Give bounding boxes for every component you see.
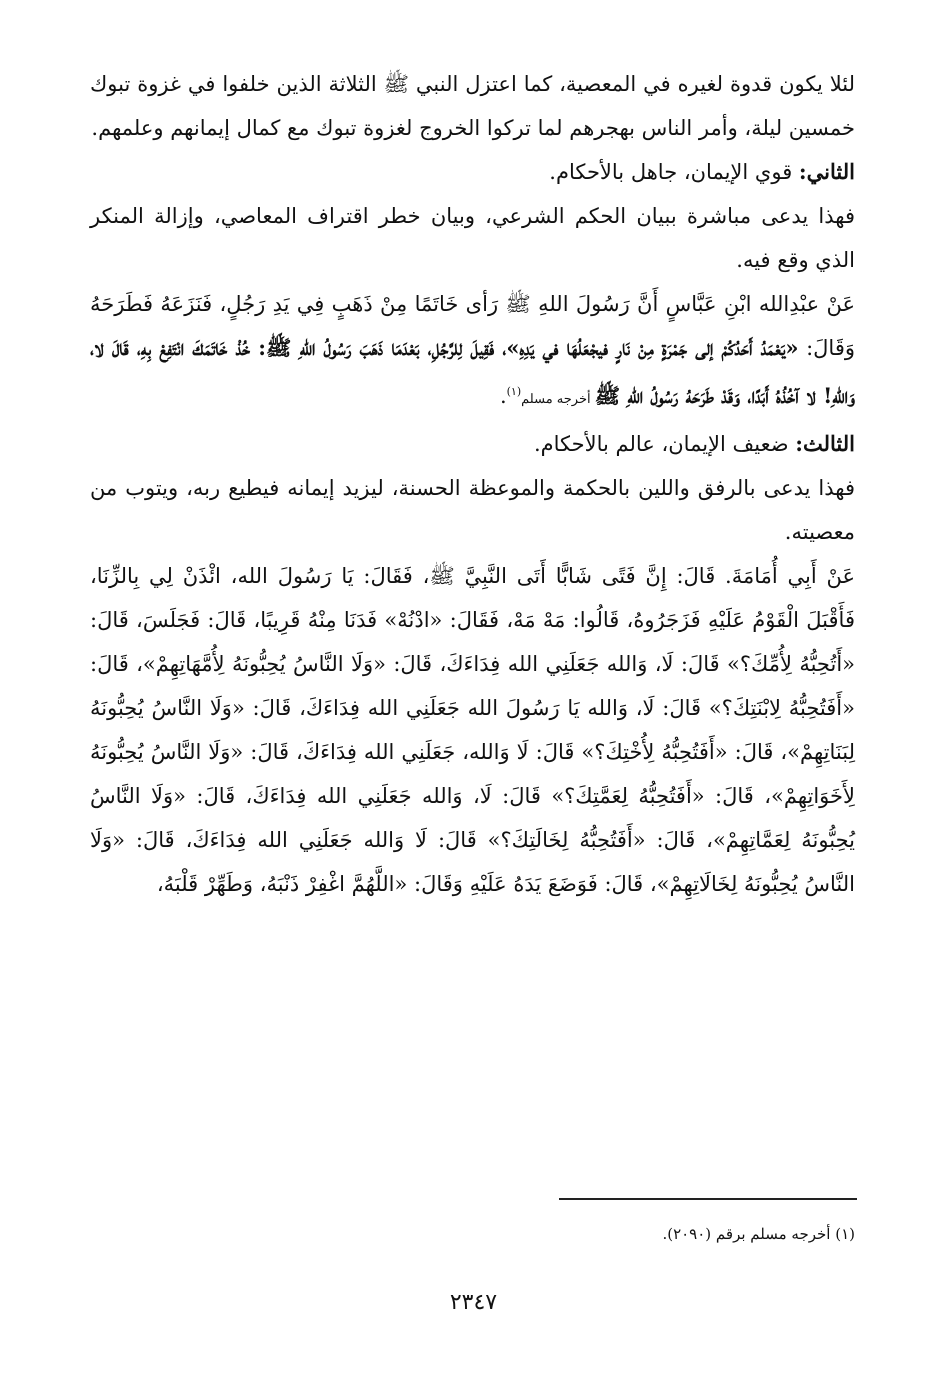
page-body — [90, 62, 855, 906]
section-three-label: الثالث: — [795, 431, 855, 456]
section-two-title: قوي الإيمان، جاهل بالأحكام. — [549, 160, 799, 184]
hadith-one-text: «يَعْمَدُ أَحَدُكُمْ إلى جَمْرَةٍ مِنْ نَارٍ فيجْعَلُهَا في يَدِهِ»، فَقِيلَ لِلرَّجُلِ، بَعْدَمَا ذَهَبَ رَسُولُ اللهِ ﷺ: خُذْ خَاتَمَكَ انْتَفِعْ بِهِ، قَالَ لا، وَاللهِ! لا آخُذُهُ أَبَدًا، وَقَدْ طَرَحَهُ رَسُولُ اللهِ ﷺ — [90, 335, 855, 408]
hadith-one: عَنْ عبْدِالله ابْنِ عَبَّاسٍ أَنَّ رَسُولَ اللهِ ﷺ رَأى خَاتَمًا مِنْ ذَهَبٍ فِي يَدِ رَجُلٍ، فَنَزَعَهُ فَطَرَحَهُ وَقَالَ: «يَعْمَدُ أَحَدُكُمْ إلى جَمْرَةٍ مِنْ نَارٍ فيجْعَلُهَا في يَدِهِ»، فَقِيلَ لِلرَّجُلِ، بَعْدَمَا ذَهَبَ رَسُولُ اللهِ ﷺ: خُذْ خَاتَمَكَ انْتَفِعْ بِهِ، قَالَ لا، وَاللهِ! لا آخُذُهُ أَبَدًا، وَقَدْ طَرَحَهُ رَسُولُ اللهِ ﷺ أخرجه مسلم$^{(١)}$. — [90, 292, 855, 408]
section-three-heading — [90, 422, 855, 466]
page-number: ٢٣٤٧ — [449, 1290, 498, 1315]
footnote-divider — [559, 1198, 857, 1200]
intro-paragraph: لئلا يكون قدوة لغيره في المعصية، كما اعتزل النبي ﷺ الثلاثة الذين خلفوا في غزوة تبوك خمسين ليلة، وأمر الناس بهجرهم لما تركوا الخروج لغزوة تبوك مع كمال إيمانهم وعلمهم. — [90, 72, 855, 140]
footnote-marker: (١) — [506, 385, 522, 398]
hadith-one-source: أخرجه مسلم — [521, 392, 595, 407]
section-three-body: فهذا يدعى بالرفق واللين بالحكمة والموعظة الحسنة، ليزيد إيمانه فيطيع ربه، ويتوب من معصيته. — [90, 476, 855, 544]
footnote: (١) أخرجه مسلم برقم (٢٠٩٠). — [662, 1225, 855, 1243]
hadith-two: عَنْ أَبِي أُمَامَةَ. قَالَ: إِنَّ فَتًى شَابًّا أَتَى النَّبِيَّ ﷺ، فَقَالَ: يَا رَسُولَ الله، ائْذَنْ لِي بِالزِّنَا، فَأَقْبَلَ الْقَوْمُ عَلَيْهِ فَزَجَرُوهُ، قَالُوا: مَهْ مَهْ، فَقَالَ: «ادْنُهْ» فَدَنَا مِنْهُ قَرِيبًا، قَالَ: فَجَلَسَ، قَالَ: «أَتُحِبُّهُ لِأُمِّكَ؟» قَالَ: لَا، وَالله جَعَلَنِي الله فِدَاءَكَ، قَالَ: «وَلَا النَّاسُ يُحِبُّونَهُ لِأُمَّهَاتِهِمْ»، قَالَ: «أَفَتُحِبُّهُ لِابْنَتِكَ؟» قَالَ: لَا، وَالله يَا رَسُولَ الله جَعَلَنِي الله فِدَاءَكَ، قَالَ: «وَلَا النَّاسُ يُحِبُّونَهُ لِبَنَاتِهِمْ»، قَالَ: «أَفَتُحِبُّهُ لِأُخْتِكَ؟» قَالَ: لَا وَالله، جَعَلَنِي الله فِدَاءَكَ، قَالَ: «وَلَا النَّاسُ يُحِبُّونَهُ لِأَخَوَاتِهِمْ»، قَالَ: «أَفَتُحِبُّهُ لِعَمَّتِكَ؟» قَالَ: لَا، وَالله جَعَلَنِي الله فِدَاءَكَ، قَالَ: «وَلَا النَّاسُ يُحِبُّونَهُ لِعَمَّاتِهِمْ»، قَالَ: «أَفَتُحِبُّهُ لِخَالَتِكَ؟» قَالَ: لَا وَالله جَعَلَنِي الله فِدَاءَكَ، قَالَ: «وَلَا النَّاسُ يُحِبُّونَهُ لِخَالَاتِهِمْ»، قَالَ: فَوَضَعَ يَدَهُ عَلَيْهِ وَقَالَ: «اللَّهُمَّ اغْفِرْ ذَنْبَهُ، وَطَهِّرْ قَلْبَهُ، — [90, 564, 855, 896]
section-two-body: فهذا يدعى مباشرة ببيان الحكم الشرعي، وبيان خطر اقتراف المعاصي، وإزالة المنكر الذي وقع فيه. — [90, 204, 855, 272]
section-two-heading — [90, 150, 855, 194]
section-two-label: الثاني: — [798, 159, 855, 184]
section-three-title: ضعيف الإيمان، عالم بالأحكام. — [533, 432, 796, 456]
hadith-one-intro: عَنْ عبْدِالله ابْنِ عَبَّاسٍ أَنَّ رَسُولَ اللهِ ﷺ رَأى خَاتَمًا مِنْ ذَهَبٍ فِي يَدِ رَجُلٍ، فَنَزَعَهُ فَطَرَحَهُ وَقَالَ: — [90, 292, 855, 360]
